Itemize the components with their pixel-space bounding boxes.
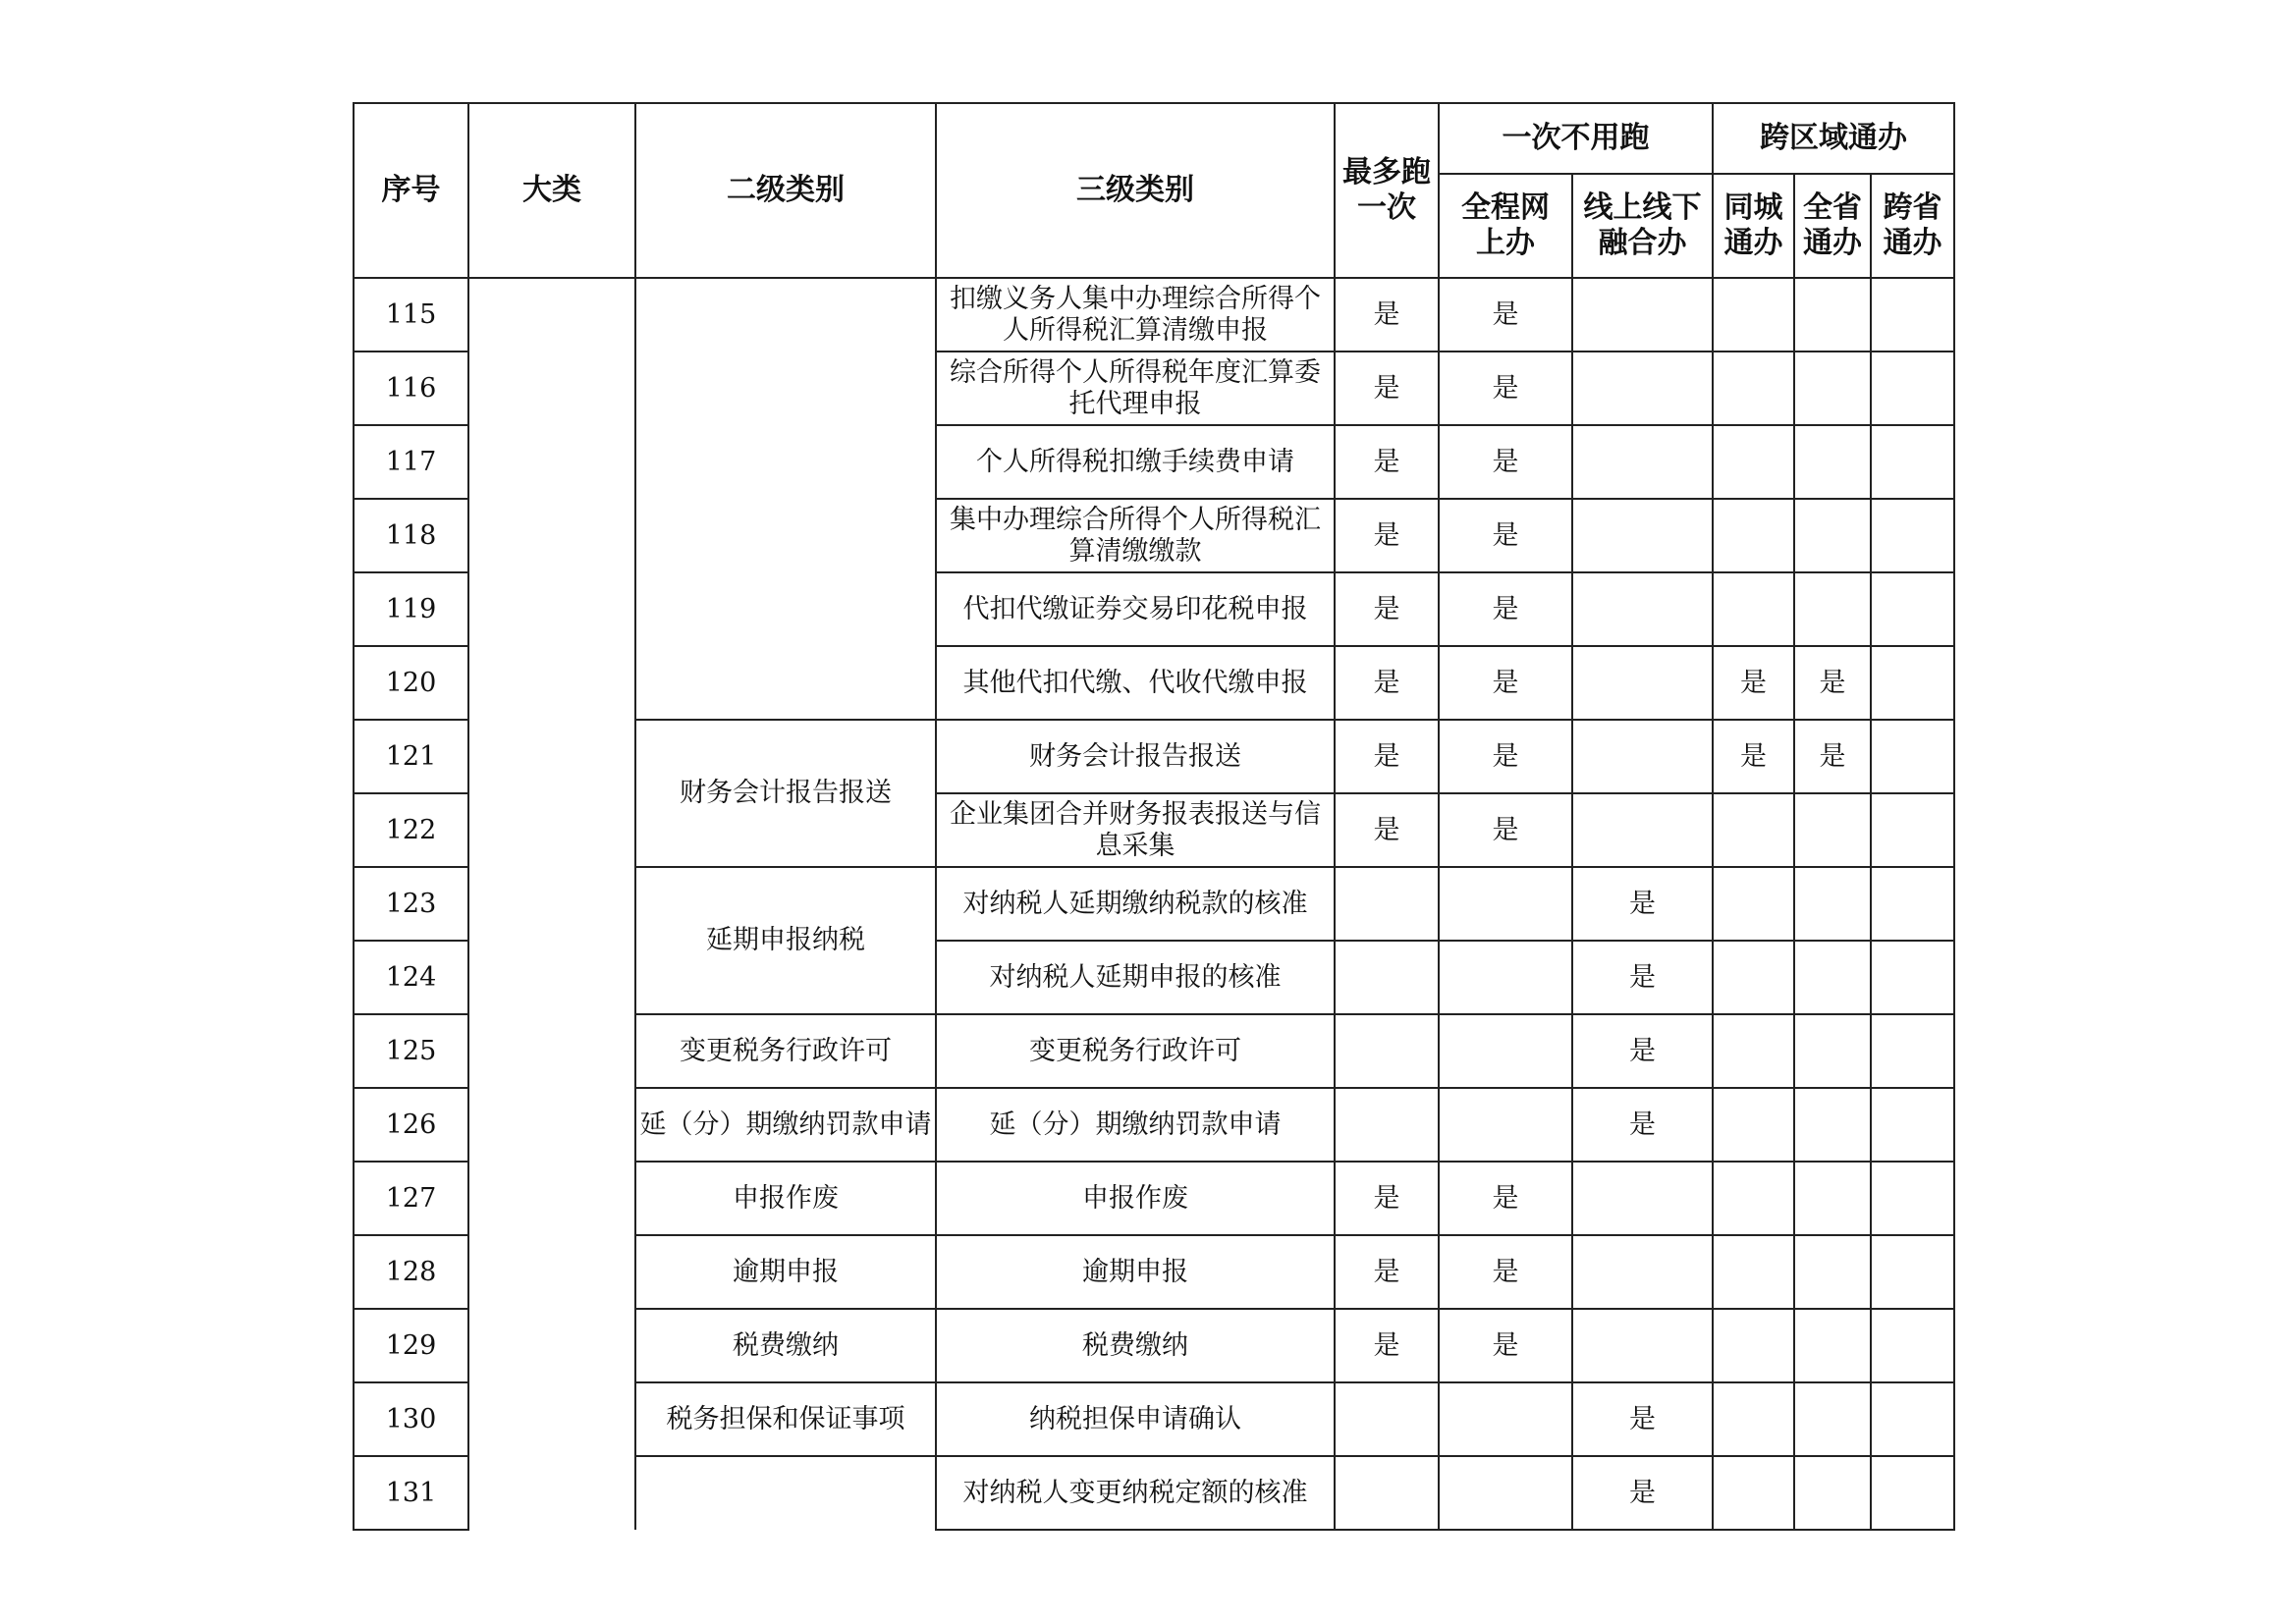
cell-full-online: 是: [1439, 352, 1572, 425]
cell-whole-province: [1794, 1235, 1871, 1309]
table-header: [354, 103, 1954, 278]
cell-same-city: [1713, 499, 1794, 572]
table-body: [354, 278, 1954, 1530]
cell-seq: 131: [354, 1456, 468, 1530]
cell-online-offline: [1572, 572, 1713, 646]
header-at-most-once: 最多跑一次: [1335, 103, 1439, 278]
cell-seq: 121: [354, 720, 468, 793]
cell-at-most-once: [1335, 867, 1439, 941]
cell-level3: 对纳税人延期申报的核准: [936, 941, 1335, 1014]
cell-level3: 对纳税人变更纳税定额的核准: [936, 1456, 1335, 1530]
cell-same-city: [1713, 867, 1794, 941]
cell-level2: [635, 278, 936, 720]
cell-level3: 集中办理综合所得个人所得税汇算清缴缴款: [936, 499, 1335, 572]
cell-at-most-once: 是: [1335, 793, 1439, 867]
cell-level2: 延（分）期缴纳罚款申请: [635, 1088, 936, 1162]
cell-seq: 118: [354, 499, 468, 572]
cell-same-city: [1713, 793, 1794, 867]
cell-level3: 对纳税人延期缴纳税款的核准: [936, 867, 1335, 941]
cell-level3: 综合所得个人所得税年度汇算委托代理申报: [936, 352, 1335, 425]
cell-online-offline: 是: [1572, 1382, 1713, 1456]
cell-at-most-once: 是: [1335, 572, 1439, 646]
cell-whole-province: [1794, 1088, 1871, 1162]
cell-seq: 119: [354, 572, 468, 646]
cell-at-most-once: 是: [1335, 352, 1439, 425]
cell-full-online: [1439, 1014, 1572, 1088]
header-category: 大类: [468, 103, 635, 278]
cell-seq: 128: [354, 1235, 468, 1309]
cell-whole-province: 是: [1794, 646, 1871, 720]
cell-level2: 税费缴纳: [635, 1309, 936, 1382]
cell-full-online: 是: [1439, 572, 1572, 646]
cell-level3: 其他代扣代缴、代收代缴申报: [936, 646, 1335, 720]
cell-seq: 116: [354, 352, 468, 425]
cell-at-most-once: 是: [1335, 1309, 1439, 1382]
cell-whole-province: [1794, 1456, 1871, 1530]
cell-level2: 变更税务行政许可: [635, 1014, 936, 1088]
cell-level3: 纳税担保申请确认: [936, 1382, 1335, 1456]
cell-seq: 125: [354, 1014, 468, 1088]
cell-cross-province: [1871, 1456, 1954, 1530]
cell-same-city: [1713, 278, 1794, 352]
header-level2: 二级类别: [635, 103, 936, 278]
cell-at-most-once: 是: [1335, 1162, 1439, 1235]
cell-at-most-once: 是: [1335, 1235, 1439, 1309]
cell-seq: 129: [354, 1309, 468, 1382]
cell-whole-province: 是: [1794, 720, 1871, 793]
cell-same-city: 是: [1713, 646, 1794, 720]
cell-whole-province: [1794, 941, 1871, 1014]
cell-at-most-once: 是: [1335, 646, 1439, 720]
cell-level3: 延（分）期缴纳罚款申请: [936, 1088, 1335, 1162]
cell-full-online: 是: [1439, 499, 1572, 572]
cell-cross-province: [1871, 425, 1954, 499]
cell-full-online: 是: [1439, 1309, 1572, 1382]
cell-full-online: [1439, 1088, 1572, 1162]
table-row: [354, 278, 1954, 352]
cell-online-offline: [1572, 1235, 1713, 1309]
cell-at-most-once: [1335, 1456, 1439, 1530]
cell-online-offline: [1572, 352, 1713, 425]
cell-seq: 130: [354, 1382, 468, 1456]
cell-level3: 税费缴纳: [936, 1309, 1335, 1382]
service-table: [353, 102, 1955, 1531]
cell-whole-province: [1794, 867, 1871, 941]
cell-seq: 122: [354, 793, 468, 867]
cell-seq: 127: [354, 1162, 468, 1235]
cell-online-offline: 是: [1572, 941, 1713, 1014]
cell-level2: 申报作废: [635, 1162, 936, 1235]
cell-cross-province: [1871, 867, 1954, 941]
cell-online-offline: [1572, 1162, 1713, 1235]
cell-same-city: [1713, 1088, 1794, 1162]
cell-level2: 税务担保和保证事项: [635, 1382, 936, 1456]
header-level3: 三级类别: [936, 103, 1335, 278]
cell-online-offline: [1572, 278, 1713, 352]
cell-level3: 逾期申报: [936, 1235, 1335, 1309]
cell-online-offline: 是: [1572, 867, 1713, 941]
header-seq: 序号: [354, 103, 468, 278]
cell-online-offline: 是: [1572, 1088, 1713, 1162]
cell-same-city: [1713, 1162, 1794, 1235]
header-cross-region: 跨区域通办: [1713, 103, 1954, 174]
cell-same-city: [1713, 425, 1794, 499]
cell-whole-province: [1794, 1014, 1871, 1088]
cell-same-city: [1713, 1014, 1794, 1088]
cell-full-online: 是: [1439, 720, 1572, 793]
cell-whole-province: [1794, 278, 1871, 352]
cell-seq: 123: [354, 867, 468, 941]
cell-level3: 财务会计报告报送: [936, 720, 1335, 793]
cell-level2: 财务会计报告报送: [635, 720, 936, 867]
cell-seq: 126: [354, 1088, 468, 1162]
cell-level2: 延期申报纳税: [635, 867, 936, 1014]
cell-seq: 120: [354, 646, 468, 720]
cell-level2: [635, 1456, 936, 1530]
cell-cross-province: [1871, 352, 1954, 425]
cell-at-most-once: [1335, 1014, 1439, 1088]
cell-cross-province: [1871, 720, 1954, 793]
cell-full-online: [1439, 1456, 1572, 1530]
cell-whole-province: [1794, 1382, 1871, 1456]
cell-cross-province: [1871, 1014, 1954, 1088]
cell-seq: 115: [354, 278, 468, 352]
cell-online-offline: [1572, 499, 1713, 572]
cell-level3: 代扣代缴证券交易印花税申报: [936, 572, 1335, 646]
cell-online-offline: [1572, 646, 1713, 720]
cell-seq: 117: [354, 425, 468, 499]
cell-online-offline: [1572, 1309, 1713, 1382]
cell-level3: 个人所得税扣缴手续费申请: [936, 425, 1335, 499]
header-whole-province: 全省通办: [1794, 174, 1871, 278]
cell-cross-province: [1871, 793, 1954, 867]
cell-at-most-once: 是: [1335, 499, 1439, 572]
cell-full-online: [1439, 867, 1572, 941]
cell-online-offline: [1572, 425, 1713, 499]
header-online-offline: 线上线下融合办: [1572, 174, 1713, 278]
cell-level3: 扣缴义务人集中办理综合所得个人所得税汇算清缴申报: [936, 278, 1335, 352]
header-full-online: 全程网上办: [1439, 174, 1572, 278]
cell-cross-province: [1871, 1309, 1954, 1382]
cell-full-online: 是: [1439, 278, 1572, 352]
cell-at-most-once: [1335, 1382, 1439, 1456]
cell-cross-province: [1871, 1382, 1954, 1456]
cell-same-city: [1713, 572, 1794, 646]
cell-full-online: [1439, 941, 1572, 1014]
cell-online-offline: 是: [1572, 1014, 1713, 1088]
cell-same-city: [1713, 1309, 1794, 1382]
cell-whole-province: [1794, 352, 1871, 425]
cell-whole-province: [1794, 425, 1871, 499]
cell-cross-province: [1871, 1088, 1954, 1162]
cell-cross-province: [1871, 941, 1954, 1014]
cell-same-city: [1713, 941, 1794, 1014]
cell-at-most-once: 是: [1335, 720, 1439, 793]
cell-cross-province: [1871, 646, 1954, 720]
cell-cross-province: [1871, 572, 1954, 646]
header-cross-province: 跨省通办: [1871, 174, 1954, 278]
cell-level3: 变更税务行政许可: [936, 1014, 1335, 1088]
cell-full-online: 是: [1439, 1235, 1572, 1309]
cell-category: [468, 278, 635, 1530]
cell-whole-province: [1794, 1162, 1871, 1235]
cell-whole-province: [1794, 499, 1871, 572]
cell-at-most-once: [1335, 1088, 1439, 1162]
cell-at-most-once: [1335, 941, 1439, 1014]
cell-online-offline: [1572, 720, 1713, 793]
cell-same-city: [1713, 1235, 1794, 1309]
cell-level3: 申报作废: [936, 1162, 1335, 1235]
cell-full-online: 是: [1439, 793, 1572, 867]
cell-online-offline: 是: [1572, 1456, 1713, 1530]
cell-at-most-once: 是: [1335, 425, 1439, 499]
cell-whole-province: [1794, 793, 1871, 867]
cell-cross-province: [1871, 278, 1954, 352]
cell-full-online: 是: [1439, 425, 1572, 499]
cell-at-most-once: 是: [1335, 278, 1439, 352]
cell-full-online: 是: [1439, 1162, 1572, 1235]
cell-online-offline: [1572, 793, 1713, 867]
cell-full-online: 是: [1439, 646, 1572, 720]
cell-same-city: [1713, 352, 1794, 425]
cell-same-city: [1713, 1456, 1794, 1530]
cell-same-city: [1713, 1382, 1794, 1456]
cell-whole-province: [1794, 572, 1871, 646]
cell-seq: 124: [354, 941, 468, 1014]
header-no-visit: 一次不用跑: [1439, 103, 1713, 174]
cell-whole-province: [1794, 1309, 1871, 1382]
cell-full-online: [1439, 1382, 1572, 1456]
cell-cross-province: [1871, 499, 1954, 572]
cell-level2: 逾期申报: [635, 1235, 936, 1309]
cell-cross-province: [1871, 1162, 1954, 1235]
cell-same-city: 是: [1713, 720, 1794, 793]
header-same-city: 同城通办: [1713, 174, 1794, 278]
cell-level3: 企业集团合并财务报表报送与信息采集: [936, 793, 1335, 867]
cell-cross-province: [1871, 1235, 1954, 1309]
